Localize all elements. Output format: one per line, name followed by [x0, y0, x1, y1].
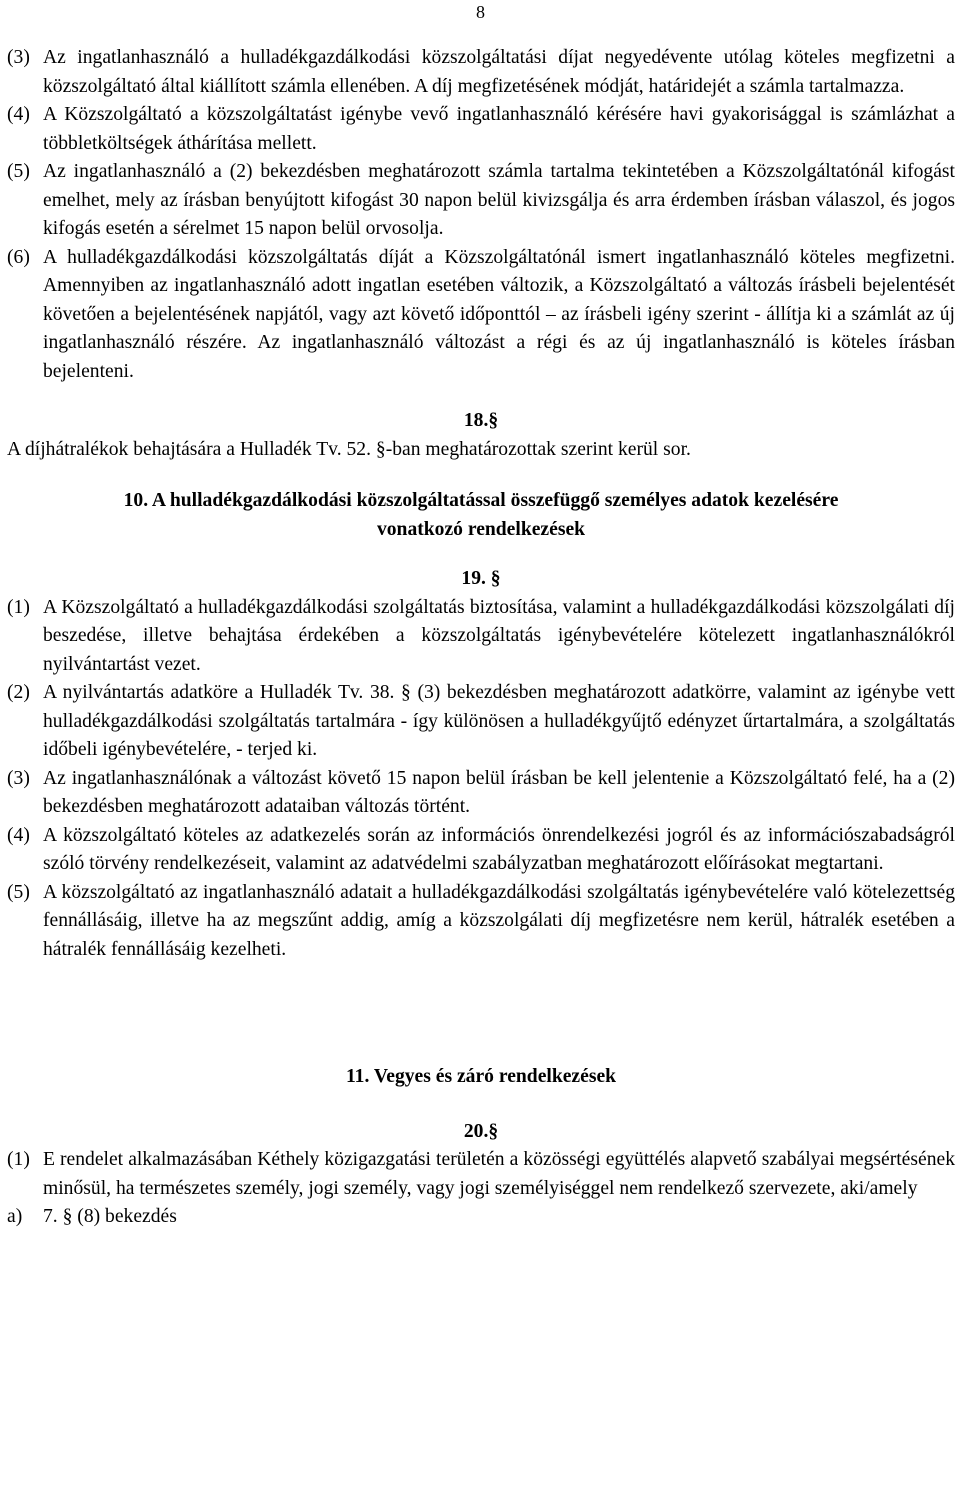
- chapter-11-title: 11. Vegyes és záró rendelkezések: [345, 1066, 617, 1087]
- section-heading: 19. §: [461, 568, 501, 589]
- section-heading: 20.§: [463, 1120, 499, 1142]
- section-18: [7, 407, 955, 464]
- paragraph: [7, 765, 955, 822]
- paragraph-number: (2): [7, 682, 30, 703]
- section-17-continuation: [7, 44, 955, 386]
- paragraph-number: (5): [7, 881, 30, 903]
- paragraph-text: E rendelet alkalmazásában Kéthely közigazgatási területén a közösségi együttélés alapvető szabályai megsértésének minősül, ha természetes személy, jogi személy, vagy jogi személyiséggel nem rendelkező szervezete, aki/amely: [43, 1149, 955, 1199]
- paragraph-number: (1): [7, 596, 30, 618]
- list-item-text: 7. § (8) bekezdés: [43, 1206, 177, 1227]
- paragraph-text: A nyilvántartás adatköre a Hulladék Tv. 38. § (3) bekezdésben meghatározott adatkörre, valamint az igénybe vett hulladékgazdálkodási szolgáltatás tartalmára - így különösen a hulladékgyűjtő edényzet űrtartalmára, a szolgáltatás időbeli igénybevételére, - terjed ki.: [43, 682, 955, 760]
- paragraph-text: Az ingatlanhasználó a hulladékgazdálkodási közszolgáltatási díjat negyedévente utólag köteles megfizetni a közszolgáltató által kiállított számla ellenében. A díj megfizetésének módját, határidejét a számla tartalmazza.: [43, 47, 955, 97]
- paragraph: [7, 158, 955, 244]
- paragraph: [7, 679, 955, 765]
- paragraph-number: (6): [7, 246, 30, 268]
- paragraph: [7, 244, 955, 387]
- paragraph-number: (4): [7, 104, 30, 125]
- list-item: [7, 1203, 955, 1232]
- paragraph: [7, 822, 955, 879]
- paragraph: [7, 101, 955, 158]
- paragraph-text: A Közszolgáltató a hulladékgazdálkodási szolgáltatás biztosítása, valamint a hulladékgazdálkodási közszolgálati díj beszedése, illetve behajtása érdekében a közszolgáltatás igénybevételére kötelezett ingatlanhasználókról nyilvántartást vezet.: [43, 596, 955, 675]
- chapter-title-line: 10. A hulladékgazdálkodási közszolgáltatással összefüggő személyes adatok kezelésére: [123, 490, 839, 511]
- paragraph-text: A Közszolgáltató a közszolgáltatást igénybe vevő ingatlanhasználó kérésére havi gyakorisággal is számlázhat a többletköltségek áthárítása mellett.: [43, 104, 955, 154]
- paragraph-number: (5): [7, 161, 30, 182]
- paragraph: [7, 879, 955, 965]
- paragraph-text: A közszolgáltató az ingatlanhasználó adatait a hulladékgazdálkodási szolgáltatás igénybevételére való kötelezettség fennállásáig, illetve ha az megszűnt addig, amíg a közszolgálati díj megfizetésre nem kerül, hátralék esetében a hátralék fennállásáig kezelheti.: [43, 881, 955, 960]
- section-text: A díjhátralékok behajtására a Hulladék Tv. 52. §-ban meghatározottak szerint kerül sor.: [7, 438, 691, 460]
- section-19: [7, 565, 955, 964]
- paragraph-number: (4): [7, 824, 30, 846]
- page-number: 8: [476, 2, 485, 22]
- paragraph-text: Az ingatlanhasználónak a változást követő 15 napon belül írásban be kell jelentenie a Közszolgáltató felé, ha a (2) bekezdésben meghatározott adataiban változás történt.: [43, 767, 955, 817]
- paragraph-number: (3): [7, 767, 30, 789]
- paragraph: [7, 44, 955, 101]
- document-body: [7, 44, 955, 1232]
- paragraph: [7, 594, 955, 680]
- paragraph-text: Az ingatlanhasználó a (2) bekezdésben meghatározott számla tartalma tekintetében a Közszolgáltatónál kifogást emelhet, mely az írásban benyújtott kifogást 30 napon belül kivizsgálja és arra érdemben írásban válaszol, és jogos kifogás esetén a sérelmet 15 napon belül orvosolja.: [43, 161, 955, 239]
- chapter-title-line: vonatkozó rendelkezések: [376, 519, 586, 540]
- paragraph-text: A hulladékgazdálkodási közszolgáltatás díját a Közszolgáltatónál ismert ingatlanhasználó köteles megfizetni. Amennyiben az ingatlanhasználó adott ingatlan esetében változik, a Közszolgáltató a változás írásbeli bejelentését követően a bejelentésének napjától, vagy azt követő időponttól – az írásbeli igény szerint - állítja ki a számlát az új ingatlanhasználó részére. Az ingatlanhasználó változást a régi és az új ingatlanhasználó is köteles írásban bejelenteni.: [43, 246, 955, 382]
- section-20: [7, 1118, 955, 1232]
- list-item-marker: a): [7, 1206, 23, 1227]
- section-heading: 18.§: [463, 410, 499, 431]
- paragraph: [7, 1146, 955, 1203]
- paragraph-number: (1): [7, 1149, 30, 1170]
- chapter-10-title: [7, 486, 955, 544]
- paragraph-number: (3): [7, 47, 30, 68]
- paragraph-text: A közszolgáltató köteles az adatkezelés során az információs önrendelkezési jogról és az információszabadságról szóló törvény rendelkezéseit, valamint az adatvédelmi szabályzatban meghatározott előírásokat megtartani.: [43, 824, 955, 874]
